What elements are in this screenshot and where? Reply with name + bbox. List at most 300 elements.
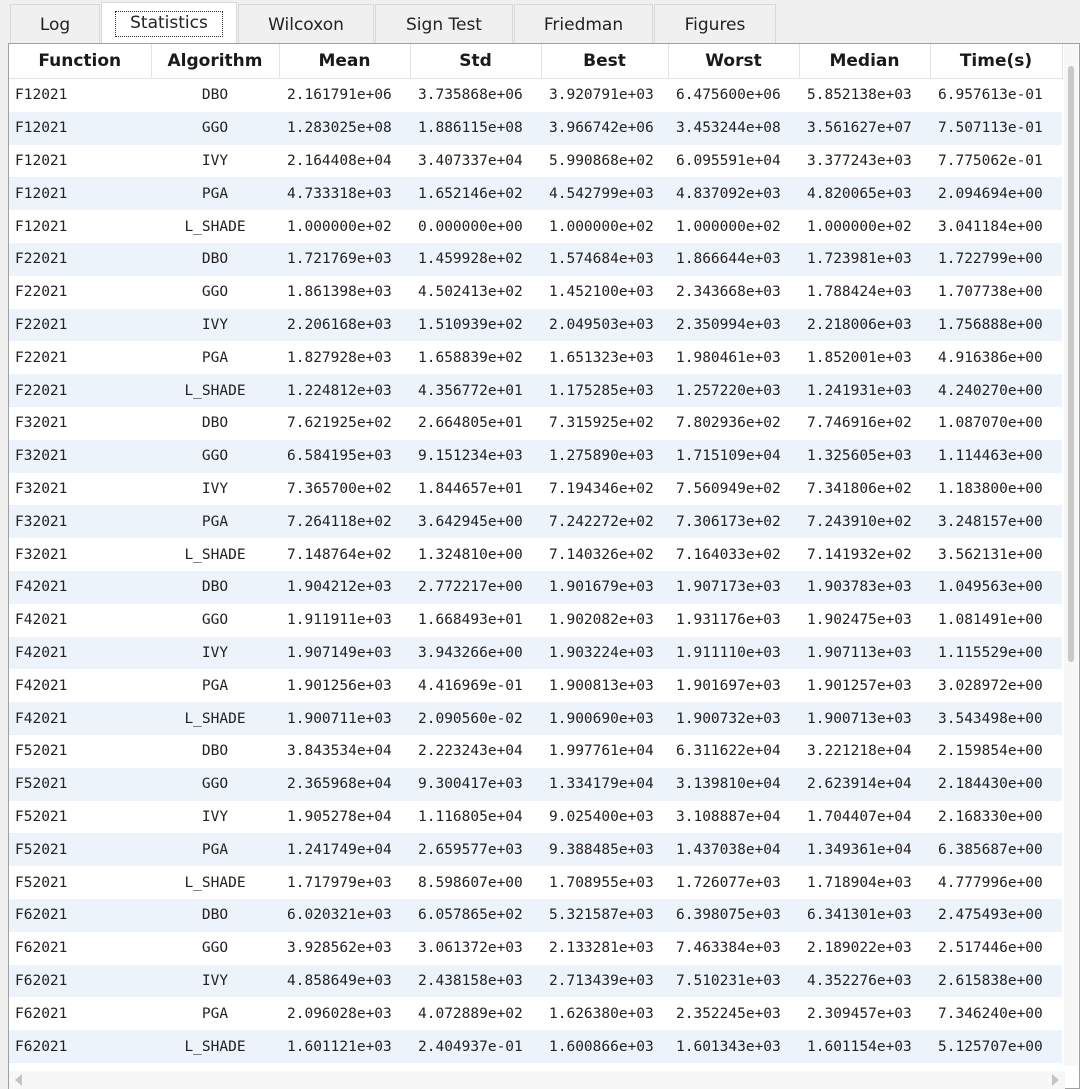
cell-time: 1.115529e+00 (930, 637, 1062, 670)
cell-algorithm: IVY (201, 152, 229, 169)
cell-mean: 4.733318e+03 (279, 177, 410, 210)
cell-worst: 6.398075e+03 (668, 899, 799, 932)
cell-worst: 1.931176e+03 (676, 612, 781, 629)
cell-best: 9.388485e+03 (541, 833, 668, 866)
cell-function: F22021 (9, 243, 151, 276)
cell-worst: 4.837092e+03 (668, 177, 799, 210)
cell-median: 4.352276e+03 (799, 965, 930, 998)
cell-best: 2.049503e+03 (541, 309, 668, 342)
cell-function: F42021 (9, 702, 151, 735)
cell-worst: 6.311622e+04 (676, 743, 781, 760)
cell-function: F32021 (9, 440, 151, 473)
cell-time: 2.615838e+00 (930, 965, 1062, 998)
cell-function: F42021 (9, 571, 151, 604)
cell-worst: 7.560949e+02 (676, 480, 781, 497)
table-header-row (9, 44, 1062, 79)
cell-worst: 1.000000e+02 (676, 218, 781, 235)
cell-algorithm: L_SHADE (184, 218, 246, 235)
tab-label: Figures (684, 14, 746, 35)
cell-median: 5.852138e+03 (807, 87, 912, 104)
cell-best: 1.900813e+03 (549, 677, 654, 694)
table-row[interactable] (9, 538, 1062, 571)
cell-best: 1.626380e+03 (549, 1005, 654, 1022)
cell-median: 3.561627e+07 (799, 112, 930, 145)
cell-mean: 4.858649e+03 (279, 965, 410, 998)
cell-algorithm: DBO (151, 899, 279, 932)
table-row[interactable] (9, 374, 1062, 407)
cell-median: 1.718904e+03 (807, 874, 912, 891)
cell-median: 1.902475e+03 (807, 612, 912, 629)
cell-time: 4.240270e+00 (930, 374, 1062, 407)
cell-best: 1.574684e+03 (541, 243, 668, 276)
table-row[interactable] (9, 341, 1062, 374)
cell-std: 1.652146e+02 (410, 177, 541, 210)
cell-median: 2.309457e+03 (807, 1005, 912, 1022)
cell-function: F32021 (9, 505, 151, 538)
cell-best: 7.242272e+02 (541, 505, 668, 538)
column-header-algorithm[interactable]: Algorithm (151, 44, 279, 79)
cell-algorithm: L_SHADE (151, 374, 279, 407)
cell-algorithm: L_SHADE (151, 702, 279, 735)
cell-std: 1.844657e+01 (418, 480, 523, 497)
cell-best: 1.903224e+03 (541, 637, 668, 670)
cell-worst: 1.911110e+03 (668, 637, 799, 670)
cell-median: 1.349361e+04 (799, 833, 930, 866)
cell-std: 1.116805e+04 (418, 808, 523, 825)
cell-best: 1.997761e+04 (549, 743, 654, 760)
cell-algorithm: PGA (151, 505, 279, 538)
cell-time: 6.385687e+00 (930, 833, 1062, 866)
cell-algorithm: PGA (201, 349, 229, 366)
cell-std: 2.664805e+01 (418, 415, 523, 432)
cell-median: 1.000000e+02 (807, 218, 912, 235)
cell-std: 1.459928e+02 (410, 243, 541, 276)
cell-mean: 1.721769e+03 (279, 243, 410, 276)
tab-figures[interactable] (654, 4, 776, 44)
cell-function: F12021 (15, 218, 68, 235)
cell-std: 3.943266e+00 (410, 637, 541, 670)
cell-median: 2.218006e+03 (799, 309, 930, 342)
cell-std: 9.151234e+03 (410, 440, 541, 473)
tab-statistics[interactable] (101, 2, 237, 44)
table-row[interactable] (9, 768, 1062, 801)
cell-mean: 3.843534e+04 (287, 743, 392, 760)
cell-mean: 1.904212e+03 (279, 571, 410, 604)
table-row[interactable] (9, 243, 1062, 276)
cell-best: 7.194346e+02 (549, 480, 654, 497)
cell-std: 2.438158e+03 (410, 965, 541, 998)
cell-time: 1.183800e+00 (938, 480, 1043, 497)
tab-label: Statistics (115, 11, 223, 37)
horizontal-scrollbar[interactable] (9, 1071, 1065, 1089)
cell-median: 2.189022e+03 (807, 940, 912, 957)
table-row[interactable] (9, 440, 1062, 473)
cell-std: 2.090560e-02 (410, 702, 541, 735)
cell-std: 9.300417e+03 (410, 768, 541, 801)
cell-time: 1.707738e+00 (938, 284, 1043, 301)
cell-time: 3.543498e+00 (930, 702, 1062, 735)
cell-mean: 7.621925e+02 (287, 415, 392, 432)
cell-function: F12021 (15, 152, 68, 169)
cell-std: 1.510939e+02 (410, 309, 541, 342)
tab-friedman[interactable] (514, 4, 653, 44)
cell-mean: 1.901256e+03 (287, 677, 392, 694)
cell-time: 1.049563e+00 (930, 571, 1062, 604)
column-header-mean[interactable]: Mean (279, 44, 410, 79)
cell-mean: 1.000000e+02 (287, 218, 392, 235)
scroll-left-arrow-icon[interactable] (15, 1074, 22, 1086)
table-row[interactable] (9, 177, 1062, 210)
cell-algorithm: IVY (201, 808, 229, 825)
cell-worst: 1.601343e+03 (668, 1030, 799, 1063)
cell-std: 1.658839e+02 (418, 349, 523, 366)
cell-mean: 1.905278e+04 (287, 808, 392, 825)
cell-mean: 1.224812e+03 (279, 374, 410, 407)
cell-median: 1.325605e+03 (799, 440, 930, 473)
cell-function: F42021 (15, 677, 68, 694)
cell-median: 1.704407e+04 (807, 808, 912, 825)
cell-time: 4.777996e+00 (938, 874, 1043, 891)
statistics-table (9, 44, 1063, 1063)
cell-algorithm: IVY (201, 480, 229, 497)
cell-worst: 1.907173e+03 (668, 571, 799, 604)
cell-function: F32021 (15, 415, 68, 432)
cell-worst: 2.350994e+03 (668, 309, 799, 342)
cell-function: F12021 (15, 87, 68, 104)
table-row[interactable] (9, 79, 1062, 112)
cell-function: F52021 (9, 768, 151, 801)
cell-median: 7.141932e+02 (807, 546, 912, 563)
cell-best: 1.900690e+03 (541, 702, 668, 735)
cell-mean: 1.907149e+03 (279, 637, 410, 670)
cell-std: 3.407337e+04 (418, 152, 523, 169)
cell-algorithm: IVY (151, 965, 279, 998)
cell-time: 1.756888e+00 (930, 309, 1062, 342)
cell-best: 5.321587e+03 (541, 899, 668, 932)
cell-function: F52021 (9, 833, 151, 866)
cell-std: 4.416969e-01 (418, 677, 523, 694)
table-row[interactable] (9, 505, 1062, 538)
cell-worst: 1.715109e+04 (668, 440, 799, 473)
cell-mean: 1.283025e+08 (279, 112, 410, 145)
cell-median: 1.901257e+03 (807, 677, 912, 694)
tab-log[interactable] (10, 4, 100, 44)
cell-algorithm: L_SHADE (151, 1030, 279, 1063)
cell-best: 1.175285e+03 (541, 374, 668, 407)
table-row[interactable] (9, 407, 1062, 440)
cell-best: 1.901679e+03 (541, 571, 668, 604)
cell-function: F42021 (15, 612, 68, 629)
cell-function: F12021 (9, 177, 151, 210)
cell-function: F52021 (15, 874, 68, 891)
cell-time: 2.184430e+00 (930, 768, 1062, 801)
cell-std: 2.223243e+04 (418, 743, 523, 760)
cell-function: F32021 (15, 480, 68, 497)
cell-best: 1.600866e+03 (541, 1030, 668, 1063)
cell-algorithm: PGA (201, 1005, 229, 1022)
cell-mean: 2.206168e+03 (279, 309, 410, 342)
cell-std: 1.668493e+01 (418, 612, 523, 629)
cell-mean: 7.148764e+02 (287, 546, 392, 563)
vertical-scrollbar[interactable] (1064, 44, 1078, 1066)
tab-sign-test[interactable] (375, 4, 513, 44)
cell-worst: 6.475600e+06 (676, 87, 781, 104)
cell-algorithm: PGA (151, 833, 279, 866)
cell-worst: 1.980461e+03 (676, 349, 781, 366)
cell-median: 3.221218e+04 (807, 743, 912, 760)
cell-median: 1.723981e+03 (799, 243, 930, 276)
cell-best: 1.708955e+03 (549, 874, 654, 891)
cell-mean: 7.365700e+02 (287, 480, 392, 497)
cell-function: F22021 (9, 309, 151, 342)
cell-std: 3.735868e+06 (418, 87, 523, 104)
cell-function: F22021 (15, 284, 68, 301)
cell-time: 5.125707e+00 (930, 1030, 1062, 1063)
statistics-table-panel (8, 43, 1080, 1089)
cell-median: 1.907113e+03 (799, 637, 930, 670)
cell-worst: 3.139810e+04 (668, 768, 799, 801)
table-row[interactable] (9, 801, 1062, 834)
cell-function: F62021 (9, 899, 151, 932)
cell-median: 3.377243e+03 (807, 152, 912, 169)
cell-median: 1.852001e+03 (807, 349, 912, 366)
cell-std: 0.000000e+00 (418, 218, 523, 235)
cell-algorithm: DBO (201, 87, 229, 104)
cell-algorithm: GGO (201, 940, 229, 957)
table-row[interactable] (9, 866, 1062, 899)
table-row[interactable] (9, 702, 1062, 735)
cell-function: F32021 (15, 546, 68, 563)
table-row[interactable] (9, 932, 1062, 965)
cell-median: 1.788424e+03 (807, 284, 912, 301)
cell-std: 4.072889e+02 (418, 1005, 523, 1022)
cell-mean: 2.096028e+03 (287, 1005, 392, 1022)
cell-std: 3.642945e+00 (410, 505, 541, 538)
cell-std: 8.598607e+00 (418, 874, 523, 891)
cell-best: 7.140326e+02 (549, 546, 654, 563)
cell-time: 7.775062e-01 (938, 152, 1043, 169)
cell-median: 7.341806e+02 (807, 480, 912, 497)
cell-mean: 1.911911e+03 (287, 612, 392, 629)
column-header-std[interactable]: Std (410, 44, 541, 79)
tab-label: Wilcoxon (268, 14, 344, 35)
cell-time: 3.562131e+00 (938, 546, 1043, 563)
cell-mean: 2.365968e+04 (279, 768, 410, 801)
cell-mean: 1.717979e+03 (287, 874, 392, 891)
cell-time: 2.159854e+00 (938, 743, 1043, 760)
cell-time: 1.087070e+00 (938, 415, 1043, 432)
cell-algorithm: DBO (151, 571, 279, 604)
cell-algorithm: IVY (151, 637, 279, 670)
cell-mean: 3.928562e+03 (287, 940, 392, 957)
cell-time: 7.346240e+00 (938, 1005, 1043, 1022)
cell-worst: 1.726077e+03 (676, 874, 781, 891)
cell-worst: 7.306173e+02 (668, 505, 799, 538)
scroll-right-arrow-icon[interactable] (1052, 1074, 1059, 1086)
cell-mean: 1.900711e+03 (279, 702, 410, 735)
cell-time: 3.248157e+00 (930, 505, 1062, 538)
table-row[interactable] (9, 965, 1062, 998)
cell-worst: 7.510231e+03 (668, 965, 799, 998)
cell-worst: 1.866644e+03 (668, 243, 799, 276)
cell-algorithm: PGA (201, 677, 229, 694)
cell-best: 7.315925e+02 (549, 415, 654, 432)
cell-best: 9.025400e+03 (549, 808, 654, 825)
vertical-scrollbar-thumb[interactable] (1068, 66, 1074, 662)
table-row[interactable] (9, 112, 1062, 145)
column-header-median[interactable]: Median (799, 44, 930, 79)
cell-worst: 2.352245e+03 (676, 1005, 781, 1022)
tab-wilcoxon[interactable] (238, 4, 374, 44)
cell-mean: 6.020321e+03 (279, 899, 410, 932)
cell-function: F12021 (9, 112, 151, 145)
cell-time: 6.957613e-01 (938, 87, 1043, 104)
cell-function: F62021 (15, 1005, 68, 1022)
cell-worst: 1.900732e+03 (668, 702, 799, 735)
cell-algorithm: IVY (151, 309, 279, 342)
cell-algorithm: PGA (151, 177, 279, 210)
table-row[interactable] (9, 833, 1062, 866)
table-row[interactable] (9, 571, 1062, 604)
cell-worst: 3.453244e+08 (668, 112, 799, 145)
cell-mean: 1.827928e+03 (287, 349, 392, 366)
cell-std: 1.886115e+08 (410, 112, 541, 145)
cell-median: 4.820065e+03 (799, 177, 930, 210)
cell-best: 1.651323e+03 (549, 349, 654, 366)
cell-time: 2.168330e+00 (938, 808, 1043, 825)
cell-time: 4.916386e+00 (938, 349, 1043, 366)
cell-algorithm: GGO (151, 112, 279, 145)
tab-label: Log (39, 14, 71, 35)
cell-std: 2.772217e+00 (410, 571, 541, 604)
cell-best: 1.275890e+03 (541, 440, 668, 473)
cell-time: 2.517446e+00 (938, 940, 1043, 957)
cell-time: 3.028972e+00 (938, 677, 1043, 694)
cell-best: 4.542799e+03 (541, 177, 668, 210)
table-row[interactable] (9, 997, 1062, 1030)
cell-function: F52021 (15, 743, 68, 760)
cell-function: F62021 (9, 1030, 151, 1063)
table-row[interactable] (9, 473, 1062, 506)
cell-worst: 7.463384e+03 (676, 940, 781, 957)
cell-std: 6.057865e+02 (410, 899, 541, 932)
cell-algorithm: L_SHADE (184, 874, 246, 891)
column-header-best[interactable]: Best (541, 44, 668, 79)
cell-algorithm: GGO (201, 612, 229, 629)
cell-algorithm: DBO (201, 743, 229, 760)
cell-std: 3.061372e+03 (418, 940, 523, 957)
cell-std: 2.404937e-01 (410, 1030, 541, 1063)
cell-best: 3.966742e+06 (541, 112, 668, 145)
cell-median: 6.341301e+03 (799, 899, 930, 932)
cell-worst: 3.108887e+04 (676, 808, 781, 825)
table-row[interactable] (9, 899, 1062, 932)
cell-time: 3.041184e+00 (938, 218, 1043, 235)
cell-algorithm: GGO (151, 440, 279, 473)
table-row[interactable] (9, 735, 1062, 768)
column-header-worst[interactable]: Worst (668, 44, 799, 79)
table-row[interactable] (9, 604, 1062, 637)
column-header-function[interactable]: Function (9, 44, 151, 79)
cell-median: 2.623914e+04 (799, 768, 930, 801)
cell-worst: 1.437038e+04 (668, 833, 799, 866)
cell-mean: 2.164408e+04 (287, 152, 392, 169)
table-row[interactable] (9, 669, 1062, 702)
cell-worst: 1.257220e+03 (668, 374, 799, 407)
tab-label: Sign Test (406, 14, 482, 35)
table-row[interactable] (9, 276, 1062, 309)
cell-median: 7.243910e+02 (799, 505, 930, 538)
cell-worst: 1.901697e+03 (676, 677, 781, 694)
cell-worst: 2.343668e+03 (676, 284, 781, 301)
cell-best: 1.902082e+03 (549, 612, 654, 629)
cell-algorithm: L_SHADE (184, 546, 246, 563)
tab-label: Friedman (543, 14, 624, 35)
cell-time: 2.475493e+00 (930, 899, 1062, 932)
cell-time: 1.722799e+00 (930, 243, 1062, 276)
cell-std: 4.356772e+01 (410, 374, 541, 407)
cell-worst: 6.095591e+04 (676, 152, 781, 169)
cell-algorithm: GGO (201, 284, 229, 301)
cell-algorithm: GGO (151, 768, 279, 801)
cell-mean: 7.264118e+02 (279, 505, 410, 538)
cell-std: 1.324810e+00 (418, 546, 523, 563)
cell-mean: 1.241749e+04 (279, 833, 410, 866)
cell-best: 5.990868e+02 (549, 152, 654, 169)
table-row[interactable] (9, 145, 1062, 178)
cell-best: 3.920791e+03 (549, 87, 654, 104)
cell-algorithm: DBO (151, 243, 279, 276)
cell-worst: 7.802936e+02 (676, 415, 781, 432)
table-row[interactable] (9, 210, 1062, 243)
cell-best: 2.133281e+03 (549, 940, 654, 957)
cell-function: F62021 (9, 965, 151, 998)
cell-function: F22021 (15, 349, 68, 366)
cell-mean: 2.161791e+06 (287, 87, 392, 104)
table-body (9, 79, 1062, 1063)
tab-bar (10, 2, 777, 44)
cell-time: 7.507113e-01 (930, 112, 1062, 145)
cell-mean: 1.601121e+03 (279, 1030, 410, 1063)
cell-median: 1.903783e+03 (799, 571, 930, 604)
column-header-time[interactable]: Time(s) (930, 44, 1062, 79)
table-row[interactable] (9, 1030, 1062, 1063)
cell-median: 1.601154e+03 (799, 1030, 930, 1063)
cell-std: 4.502413e+02 (418, 284, 523, 301)
cell-best: 1.334179e+04 (541, 768, 668, 801)
cell-mean: 1.861398e+03 (287, 284, 392, 301)
cell-best: 2.713439e+03 (541, 965, 668, 998)
cell-median: 1.900713e+03 (799, 702, 930, 735)
cell-mean: 6.584195e+03 (279, 440, 410, 473)
cell-worst: 7.164033e+02 (676, 546, 781, 563)
cell-algorithm: DBO (201, 415, 229, 432)
cell-std: 2.659577e+03 (410, 833, 541, 866)
cell-function: F42021 (9, 637, 151, 670)
cell-best: 1.452100e+03 (549, 284, 654, 301)
table-row[interactable] (9, 309, 1062, 342)
cell-median: 1.241931e+03 (799, 374, 930, 407)
cell-best: 1.000000e+02 (549, 218, 654, 235)
cell-time: 1.081491e+00 (938, 612, 1043, 629)
cell-function: F22021 (9, 374, 151, 407)
cell-median: 7.746916e+02 (807, 415, 912, 432)
cell-time: 1.114463e+00 (930, 440, 1062, 473)
cell-time: 2.094694e+00 (930, 177, 1062, 210)
cell-function: F52021 (15, 808, 68, 825)
cell-function: F62021 (15, 940, 68, 957)
table-row[interactable] (9, 637, 1062, 670)
